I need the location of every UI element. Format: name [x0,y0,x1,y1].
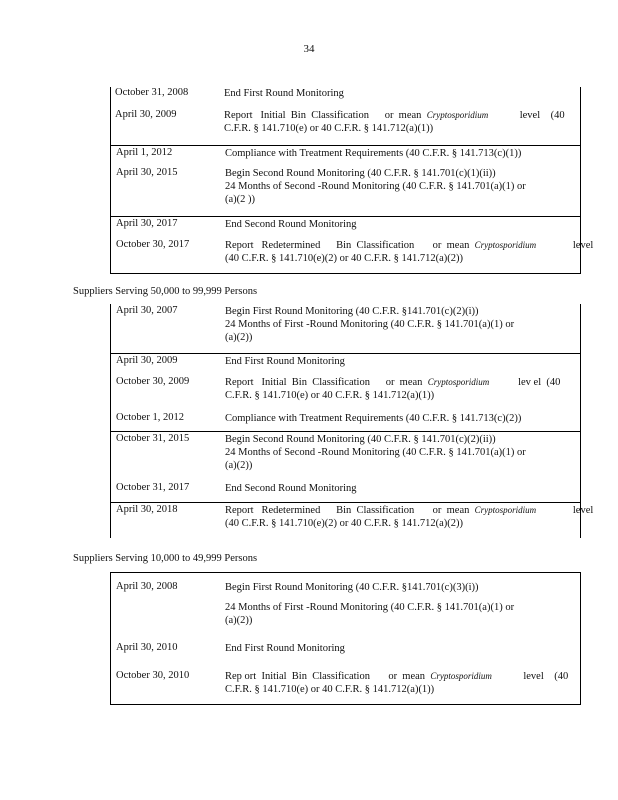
table-block [110,353,581,431]
row-action: Report Redetermined Bin Classification or mean Cryptosporidium level [225,505,594,516]
table-row [111,167,580,206]
table-row [111,581,580,594]
section-heading: Suppliers Serving 10,000 to 49,999 Persons [73,553,258,564]
row-action: Compliance with Treatment Requirements (40 C.F.R. § 141.713(c)(2)) [225,413,522,424]
row-date: April 30, 2010 [116,642,178,653]
row-action: C.F.R. § 141.710(e) or 40 C.F.R. § 141.712(a)(1)) [224,123,434,134]
row-action: Begin Second Round Monitoring (40 C.F.R. § 141.701(c)(2)(ii)) [225,434,496,445]
table-row [111,601,580,627]
table-block [110,502,594,538]
table-row [111,355,580,368]
table-block [110,304,581,353]
row-date: October 30, 2017 [116,239,190,250]
row-action: Compliance with Treatment Requirements (40 C.F.R. § 141.713(c)(1)) [225,148,522,159]
row-date: April 30, 2008 [116,581,178,592]
row-action: Rep ort Initial Bin Classification or mean Cryptosporidium level (40 [225,671,569,682]
row-date: October 30, 2009 [116,376,190,387]
table-block [110,87,581,145]
row-action: Report Redetermined Bin Classification or mean Cryptosporidium level [225,240,594,251]
table-block [110,216,594,274]
table-row [111,504,594,530]
row-date: October 31, 2008 [115,87,189,98]
row-date: October 31, 2017 [116,482,190,493]
row-date: October 31, 2015 [116,433,190,444]
section-heading: Suppliers Serving 50,000 to 99,999 Persons [73,286,258,297]
organism-name: Cryptosporidium [430,671,492,681]
table-block [110,431,581,502]
table-row [111,482,580,495]
schedule-table-10000 [110,572,581,705]
row-action: End First Round Monitoring [224,88,344,99]
row-action: (40 C.F.R. § 141.710(e)(2) or 40 C.F.R. § 141.712(a)(2)) [225,253,464,264]
table-block [110,145,581,216]
table-row [111,239,594,265]
row-action: End Second Round Monitoring [225,483,357,494]
page-number: 34 [303,43,315,55]
row-action: (a)(2)) [225,615,253,626]
row-date: April 30, 2009 [115,109,177,120]
row-action: 24 Months of First -Round Monitoring (40 C.F.R. § 141.701(a)(1) or [225,319,515,330]
row-action: End First Round Monitoring [225,356,345,367]
row-action: (a)(2)) [225,332,253,343]
row-action: 24 Months of Second -Round Monitoring (40 C.F.R. § 141.701(a)(1) or [225,181,526,192]
row-action: C.F.R. § 141.710(e) or 40 C.F.R. § 141.712(a)(1)) [225,684,435,695]
schedule-table-50000 [110,304,594,538]
row-date: April 30, 2018 [116,504,178,515]
row-date: April 30, 2007 [116,305,178,316]
organism-name: Cryptosporidium [426,110,489,120]
row-action: (a)(2)) [225,460,253,471]
row-date: April 1, 2012 [116,147,173,158]
table-row [111,670,580,696]
row-date: April 30, 2017 [116,218,178,229]
row-action: (40 C.F.R. § 141.710(e)(2) or 40 C.F.R. § 141.712(a)(2)) [225,518,464,529]
row-date [116,601,225,627]
table-row [111,305,580,344]
row-action: Begin First Round Monitoring (40 C.F.R. §141.701(c)(3)(i)) [225,582,479,593]
row-date: October 30, 2010 [116,670,190,681]
row-action: (a)(2 )) [225,194,256,205]
row-date: October 1, 2012 [116,412,184,423]
row-action: Report Initial Bin Classification or mean Cryptosporidium lev el (40 [225,377,561,388]
organism-name: Cryptosporidium [474,505,537,515]
organism-name: Cryptosporidium [427,377,490,387]
row-action: 24 Months of Second -Round Monitoring (40 C.F.R. § 141.701(a)(1) or [225,447,526,458]
table-block [110,572,581,705]
table-row [110,109,581,135]
table-row [111,147,580,160]
row-action: End First Round Monitoring [225,643,345,654]
row-action: Report Initial Bin Classification or mean Cryptosporidium level (40 [224,110,565,121]
row-date: April 30, 2009 [116,355,178,366]
row-action: Begin First Round Monitoring (40 C.F.R. §141.701(c)(2)(i)) [225,306,479,317]
row-action: End Second Round Monitoring [225,219,357,230]
row-action: Begin Second Round Monitoring (40 C.F.R. § 141.701(c)(1)(ii)) [225,168,496,179]
row-date: April 30, 2015 [116,167,178,178]
schedule-table-continued [110,87,594,274]
table-row [111,376,580,402]
organism-name: Cryptosporidium [474,240,537,250]
table-row [110,87,581,100]
table-row [111,433,580,472]
table-row [111,218,580,231]
table-row [111,412,580,425]
row-action: C.F.R. § 141.710(e) or 40 C.F.R. § 141.712(a)(1)) [225,390,435,401]
table-row [111,642,580,655]
row-action: 24 Months of First -Round Monitoring (40 C.F.R. § 141.701(a)(1) or [225,602,515,613]
